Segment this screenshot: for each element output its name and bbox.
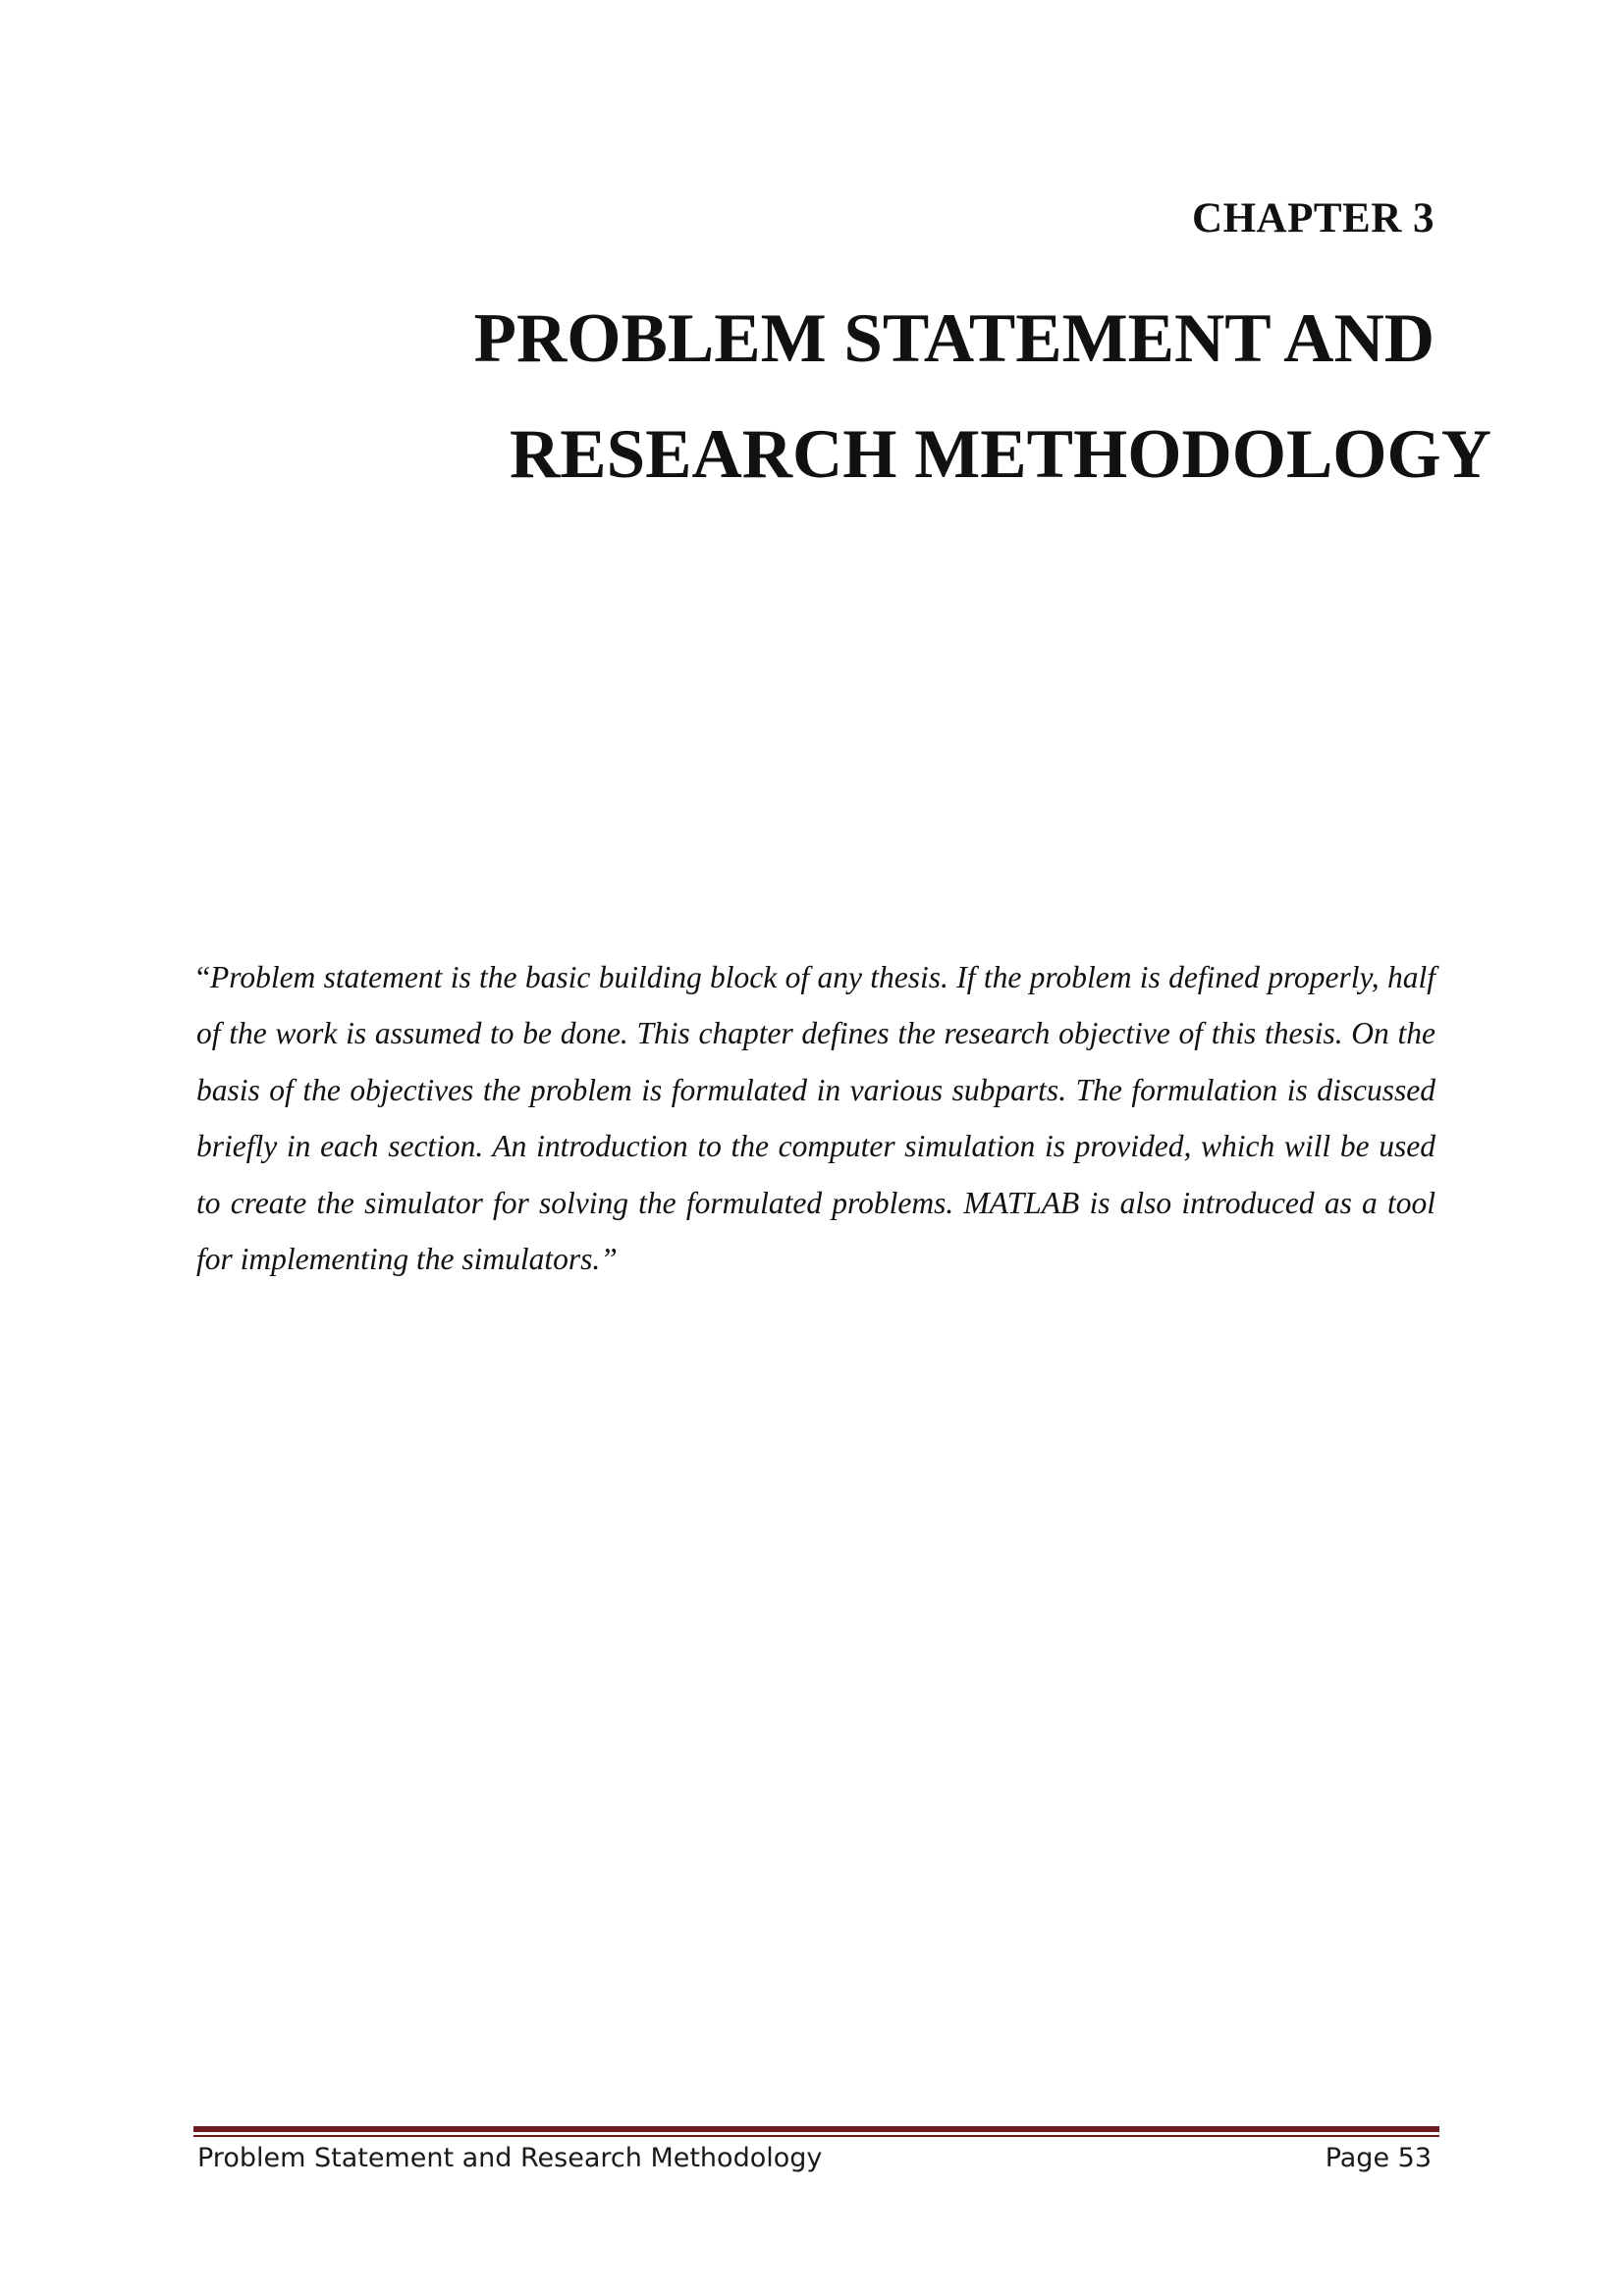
abstract-open-quote: “: [196, 959, 210, 994]
abstract-text: Problem statement is the basic building block of any thesis. If the problem is defined properly, half of the work is assumed to be done. This chapter defines the research objective of this thesis. On the basis of the objectives the problem is formulated in various subparts. The formulation is discussed briefly in each section. An introduction to the computer simulation is provided, which will be used to create the simulator for solving the formulated problems. MATLAB is also introduced as a tool for implementing the simulators.”: [196, 959, 1435, 1276]
footer-rule-thick: [193, 2126, 1439, 2132]
footer-page-number: Page 53: [1325, 2143, 1432, 2173]
chapter-title-line-2: RESEARCH METHODOLOGY: [510, 416, 1492, 493]
footer-rule-thin: [193, 2135, 1439, 2137]
chapter-number: CHAPTER 3: [1192, 195, 1435, 241]
footer-rule: [193, 2126, 1439, 2137]
footer-running-title: Problem Statement and Research Methodology: [197, 2143, 823, 2173]
chapter-abstract: [196, 949, 1435, 1288]
chapter-title-line-1: PROBLEM STATEMENT AND: [473, 300, 1435, 377]
